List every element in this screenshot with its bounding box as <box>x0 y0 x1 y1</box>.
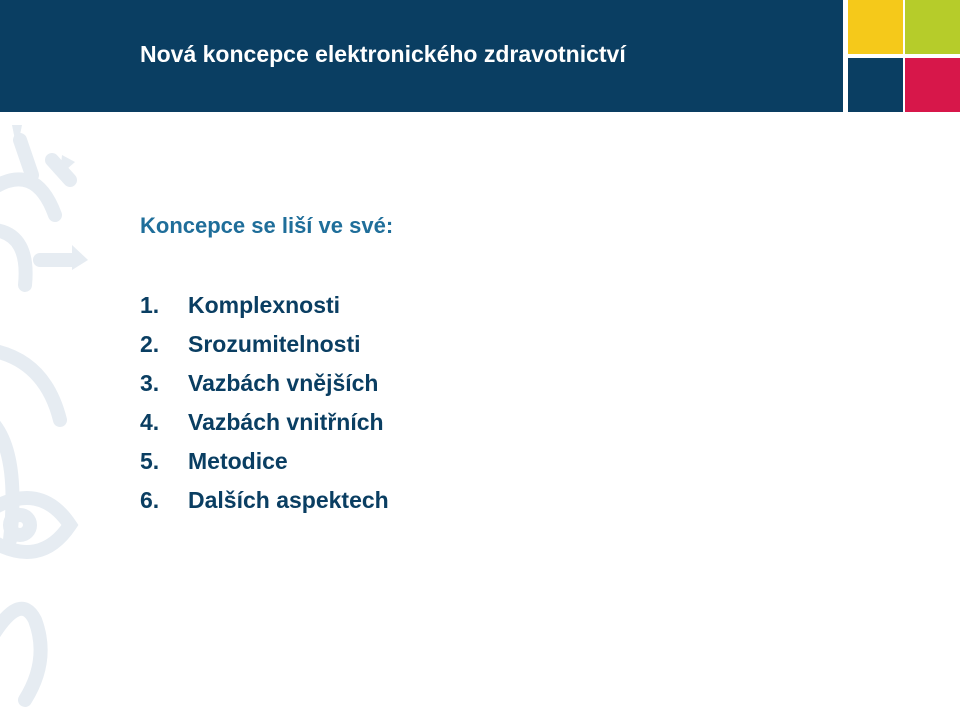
item-label: Dalších aspektech <box>188 487 389 513</box>
subtitle: Koncepce se liší ve své: <box>140 213 394 238</box>
item-label: Metodice <box>188 448 288 474</box>
sun-figure-watermark-icon <box>0 120 110 720</box>
list-item <box>140 364 389 403</box>
list-item <box>140 286 389 325</box>
item-number: 3. <box>140 370 160 396</box>
list-item <box>140 325 389 364</box>
item-number: 4. <box>140 409 160 435</box>
yellow-square <box>848 0 903 54</box>
item-number: 5. <box>140 448 160 474</box>
item-number: 1. <box>140 292 160 318</box>
item-label: Vazbách vnějších <box>188 370 379 396</box>
blue-square <box>848 58 903 112</box>
item-label: Komplexnosti <box>188 292 341 318</box>
list-item <box>140 403 389 442</box>
item-label: Srozumitelnosti <box>188 331 361 357</box>
item-label: Vazbách vnitřních <box>188 409 384 435</box>
red-square <box>905 58 960 112</box>
header-bar <box>0 0 843 112</box>
slide-title: Nová koncepce elektronického zdravotnictví <box>140 41 626 67</box>
four-color-squares-logo-icon <box>843 0 960 112</box>
numbered-list <box>140 286 389 520</box>
item-number: 2. <box>140 331 160 357</box>
list-item <box>140 481 389 520</box>
item-number: 6. <box>140 487 160 513</box>
green-square <box>905 0 960 54</box>
list-item <box>140 442 389 481</box>
